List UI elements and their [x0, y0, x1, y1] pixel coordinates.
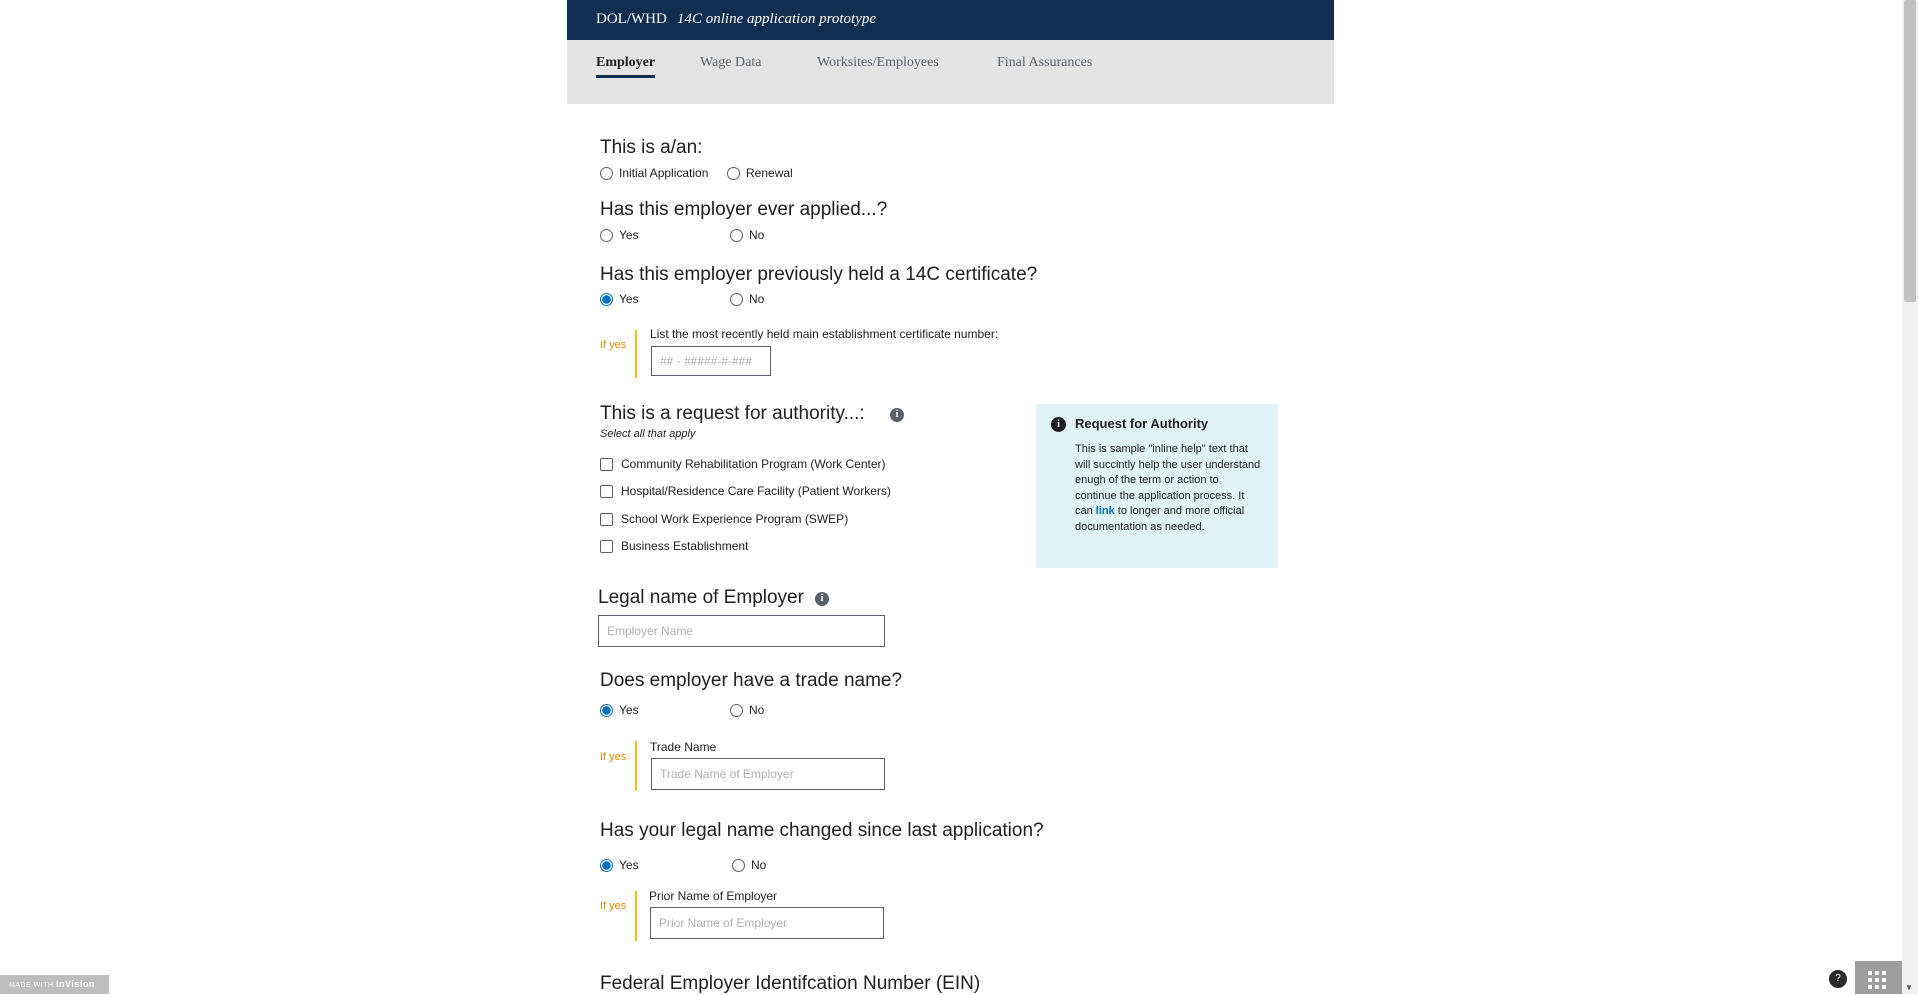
- checkbox-box[interactable]: [600, 540, 613, 553]
- help-link[interactable]: link: [1095, 505, 1115, 518]
- tab-employer[interactable]: Employer: [596, 55, 655, 78]
- checkbox-hospital-residence[interactable]: [600, 484, 891, 498]
- checkbox-label: School Work Experience Program (SWEP): [621, 512, 849, 526]
- certificate-number-label: List the most recently held main establishment certificate number:: [650, 327, 999, 341]
- question-request-authority: This is a request for authority...:: [600, 403, 865, 424]
- radio-label: Yes: [619, 228, 639, 242]
- question-legal-name: Legal name of Employer: [598, 587, 804, 608]
- question-previously-held: Has this employer previously held a 14C certificate?: [600, 264, 1038, 285]
- scrollbar-thumb[interactable]: [1904, 0, 1916, 302]
- radio-label: No: [751, 858, 767, 872]
- question-application-type: This is a/an:: [600, 137, 703, 158]
- if-yes-label: If yes: [600, 339, 627, 351]
- if-yes-divider: [635, 330, 637, 378]
- radio-label: Yes: [619, 292, 639, 306]
- radio-label: Yes: [619, 703, 639, 717]
- question-trade-name: Does employer have a trade name?: [600, 670, 903, 691]
- checkbox-community-rehab[interactable]: [600, 457, 886, 471]
- radio-circle[interactable]: [600, 167, 613, 180]
- tab-final-assurances[interactable]: Final Assurances: [997, 55, 1093, 70]
- agency-name: DOL/WHD: [596, 11, 667, 27]
- scrollbar[interactable]: [1902, 0, 1918, 994]
- radio-label: Yes: [619, 858, 639, 872]
- radio-changed-yes[interactable]: [600, 858, 639, 872]
- checkbox-business-establishment[interactable]: [600, 539, 748, 553]
- radio-circle[interactable]: [730, 229, 743, 242]
- help-button[interactable]: ?: [1829, 970, 1847, 988]
- radio-circle-selected[interactable]: [600, 859, 613, 872]
- radio-circle-selected[interactable]: [600, 704, 613, 717]
- trade-name-input[interactable]: [651, 758, 885, 790]
- tab-worksites-employees[interactable]: Worksites/Employees: [817, 55, 939, 70]
- radio-trade-no[interactable]: [730, 703, 764, 717]
- radio-renewal[interactable]: [727, 166, 793, 180]
- radio-circle[interactable]: [727, 167, 740, 180]
- made-with-invision-badge[interactable]: [0, 975, 109, 994]
- info-icon: i: [1051, 417, 1066, 432]
- if-yes-label: If yes: [600, 900, 627, 912]
- info-icon[interactable]: i: [890, 408, 904, 422]
- radio-held-yes[interactable]: [600, 292, 639, 306]
- tab-bar: [567, 40, 1334, 104]
- if-yes-label: If yes: [600, 751, 627, 763]
- scroll-down-arrow-icon[interactable]: ▼: [1905, 983, 1913, 992]
- radio-circle[interactable]: [730, 293, 743, 306]
- radio-trade-yes[interactable]: [600, 703, 639, 717]
- help-title: Request for Authority: [1075, 416, 1209, 431]
- prior-name-label: Prior Name of Employer: [649, 889, 778, 903]
- question-ein: Federal Employer Identifcation Number (EIN): [600, 973, 981, 994]
- question-name-changed: Has your legal name changed since last application?: [600, 820, 1044, 841]
- help-text-end: to longer and more official documentation as needed.: [1075, 505, 1245, 533]
- radio-initial-application[interactable]: [600, 166, 708, 180]
- if-yes-divider: [635, 891, 637, 941]
- radio-label: No: [749, 292, 765, 306]
- grid-menu-icon[interactable]: [1855, 961, 1902, 994]
- radio-label: Renewal: [746, 166, 793, 180]
- radio-applied-no[interactable]: [730, 228, 764, 242]
- made-with-text: MADE WITH: [9, 982, 54, 989]
- radio-circle[interactable]: [730, 704, 743, 717]
- help-body: [1075, 442, 1263, 536]
- prior-name-input[interactable]: [650, 907, 884, 939]
- question-ever-applied: Has this employer ever applied...?: [600, 199, 888, 220]
- checkbox-label: Business Establishment: [621, 539, 749, 553]
- checkbox-label: Community Rehabilitation Program (Work Center): [621, 457, 886, 471]
- radio-circle[interactable]: [732, 859, 745, 872]
- checkbox-box[interactable]: [600, 485, 613, 498]
- employer-name-input[interactable]: [598, 615, 885, 647]
- app-title: 14C online application prototype: [677, 11, 877, 27]
- radio-changed-no[interactable]: [732, 858, 766, 872]
- info-icon[interactable]: i: [815, 592, 829, 606]
- radio-label: No: [749, 228, 765, 242]
- select-all-hint: Select all that apply: [600, 428, 696, 440]
- help-text: This is sample "inline help" text that will succintly help the user understand enugh of the term or action to continue the application process. It can: [1075, 443, 1261, 518]
- certificate-number-input[interactable]: [651, 346, 771, 376]
- radio-label: Initial Application: [619, 166, 709, 180]
- checkbox-swep[interactable]: [600, 512, 848, 526]
- radio-circle-selected[interactable]: [600, 293, 613, 306]
- checkbox-box[interactable]: [600, 513, 613, 526]
- radio-circle[interactable]: [600, 229, 613, 242]
- radio-held-no[interactable]: [730, 292, 764, 306]
- checkbox-box[interactable]: [600, 458, 613, 471]
- trade-name-label: Trade Name: [650, 740, 717, 754]
- inline-help-box: [1036, 404, 1278, 568]
- if-yes-divider: [635, 741, 637, 791]
- invision-logo-text: InVision: [56, 979, 95, 989]
- radio-applied-yes[interactable]: [600, 228, 639, 242]
- tab-wage-data[interactable]: Wage Data: [700, 55, 762, 70]
- radio-label: No: [749, 703, 765, 717]
- checkbox-label: Hospital/Residence Care Facility (Patient Workers): [621, 484, 891, 498]
- app-header: [567, 0, 1334, 40]
